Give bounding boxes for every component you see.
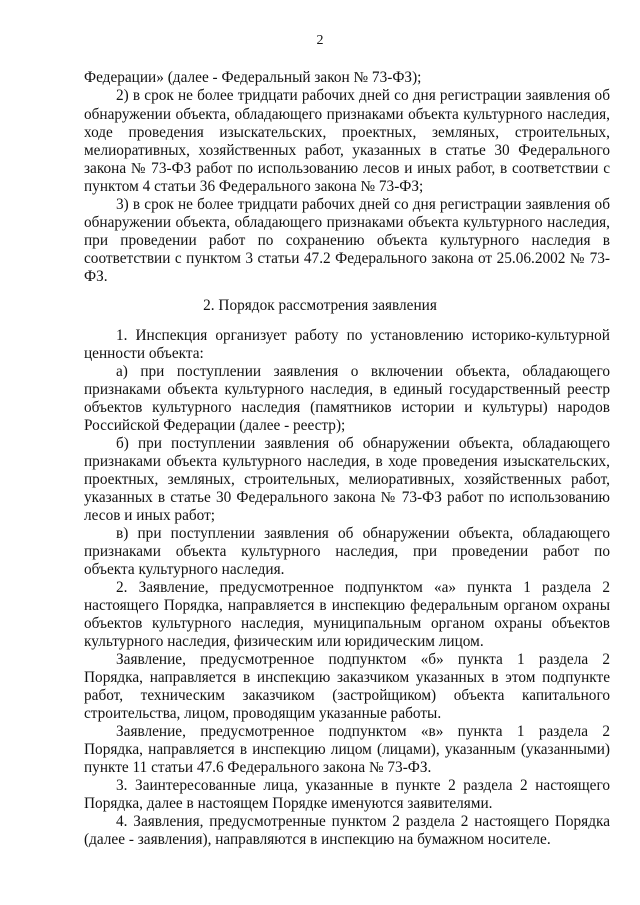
text-line: ценности объекта:: [84, 345, 204, 362]
text-line: культурного наследия, физическим или юридическим лицом.: [84, 633, 484, 650]
text-line: Заявление, предусмотренное подпунктом «в» пункта 1 раздела 2: [116, 723, 610, 740]
text-line: признаками объекта культурного наследия, при проведении работ по: [84, 543, 610, 560]
text-line: в) при поступлении заявления об обнаружении объекта, обладающего: [116, 525, 610, 542]
text-line: ФЗ.: [84, 268, 108, 285]
text-line: указанных в статье 30 Федерального закона № 73-ФЗ работ по использованию: [84, 489, 610, 506]
text-line: Федерации» (далее - Федеральный закон № 73-ФЗ);: [84, 69, 422, 86]
page-number: 2: [316, 33, 324, 48]
text-line: 2. Заявление, предусмотренное подпунктом «а» пункта 1 раздела 2: [116, 579, 610, 596]
text-line: 1. Инспекция организует работу по установлению историко-культурной: [116, 327, 610, 344]
text-line: соответствии с пунктом 3 статьи 47.2 Федерального закона от 25.06.2002 № 73-: [84, 250, 610, 267]
text-line: обнаружении объекта, обладающего признаками объекта культурного наследия,: [84, 106, 610, 123]
text-line: объекта культурного наследия.: [84, 561, 285, 578]
text-line: закона № 73-ФЗ работ по использованию лесов и иных работ, в соответствии с: [84, 160, 610, 177]
text-line: признаками объекта культурного наследия, в ходе проведения изыскательских,: [84, 453, 610, 470]
text-line: пунктом 4 статьи 36 Федерального закона № 73-ФЗ;: [84, 178, 424, 195]
text-line: мелиоративных, хозяйственных работ, указанных в статье 30 Федерального: [84, 142, 610, 159]
text-line: 3) в срок не более тридцати рабочих дней со дня регистрации заявления об: [116, 196, 610, 213]
text-line: 4. Заявления, предусмотренные пунктом 2 раздела 2 настоящего Порядка: [116, 813, 610, 830]
text-line: Порядка, далее в настоящем Порядке именуются заявителями.: [84, 795, 493, 812]
text-line: (далее - заявления), направляются в инспекцию на бумажном носителе.: [84, 831, 551, 848]
text-line: пункте 11 статьи 47.6 Федерального закона № 73-ФЗ.: [84, 759, 432, 776]
text-line: объектов культурного наследия (памятников истории и культуры) народов: [84, 399, 610, 416]
text-line: объектов культурного наследия, муниципальным органом охраны объектов: [84, 615, 610, 632]
text-line: проектных, земляных, строительных, мелиоративных, хозяйственных работ,: [84, 471, 610, 488]
text-line: а) при поступлении заявления о включении объекта, обладающего: [116, 363, 610, 380]
section-heading: 2. Порядок рассмотрения заявления: [203, 297, 437, 314]
text-line: Порядка, направляется в инспекцию заказчиком указанных в этом подпункте: [84, 669, 610, 686]
text-line: б) при поступлении заявления об обнаружении объекта, обладающего: [116, 435, 610, 452]
text-line: 3. Заинтересованные лица, указанные в пункте 2 раздела 2 настоящего: [116, 777, 610, 794]
text-line: 2) в срок не более тридцати рабочих дней со дня регистрации заявления об: [116, 87, 610, 104]
text-line: лесов и иных работ;: [84, 507, 216, 524]
text-line: настоящего Порядка, направляется в инспекцию федеральным органом охраны: [84, 597, 610, 614]
text-line: Заявление, предусмотренное подпунктом «б» пункта 1 раздела 2: [116, 651, 610, 668]
text-line: работ, техническим заказчиком (застройщиком) объекта капитального: [84, 687, 610, 704]
text-line: Порядка, направляется в инспекцию лицом (лицами), указанным (указанными): [84, 741, 610, 758]
text-line: Российской Федерации (далее - реестр);: [84, 417, 346, 434]
text-line: при проведении работ по сохранению объекта культурного наследия в: [84, 232, 610, 249]
text-line: обнаружении объекта, обладающего признаками объекта культурного наследия,: [84, 214, 610, 231]
text-line: ходе проведения изыскательских, проектных, земляных, строительных,: [84, 124, 610, 141]
text-line: строительства, лицом, проводящим указанные работы.: [84, 705, 442, 722]
text-line: признаками объекта культурного наследия, в единый государственный реестр: [84, 381, 610, 398]
